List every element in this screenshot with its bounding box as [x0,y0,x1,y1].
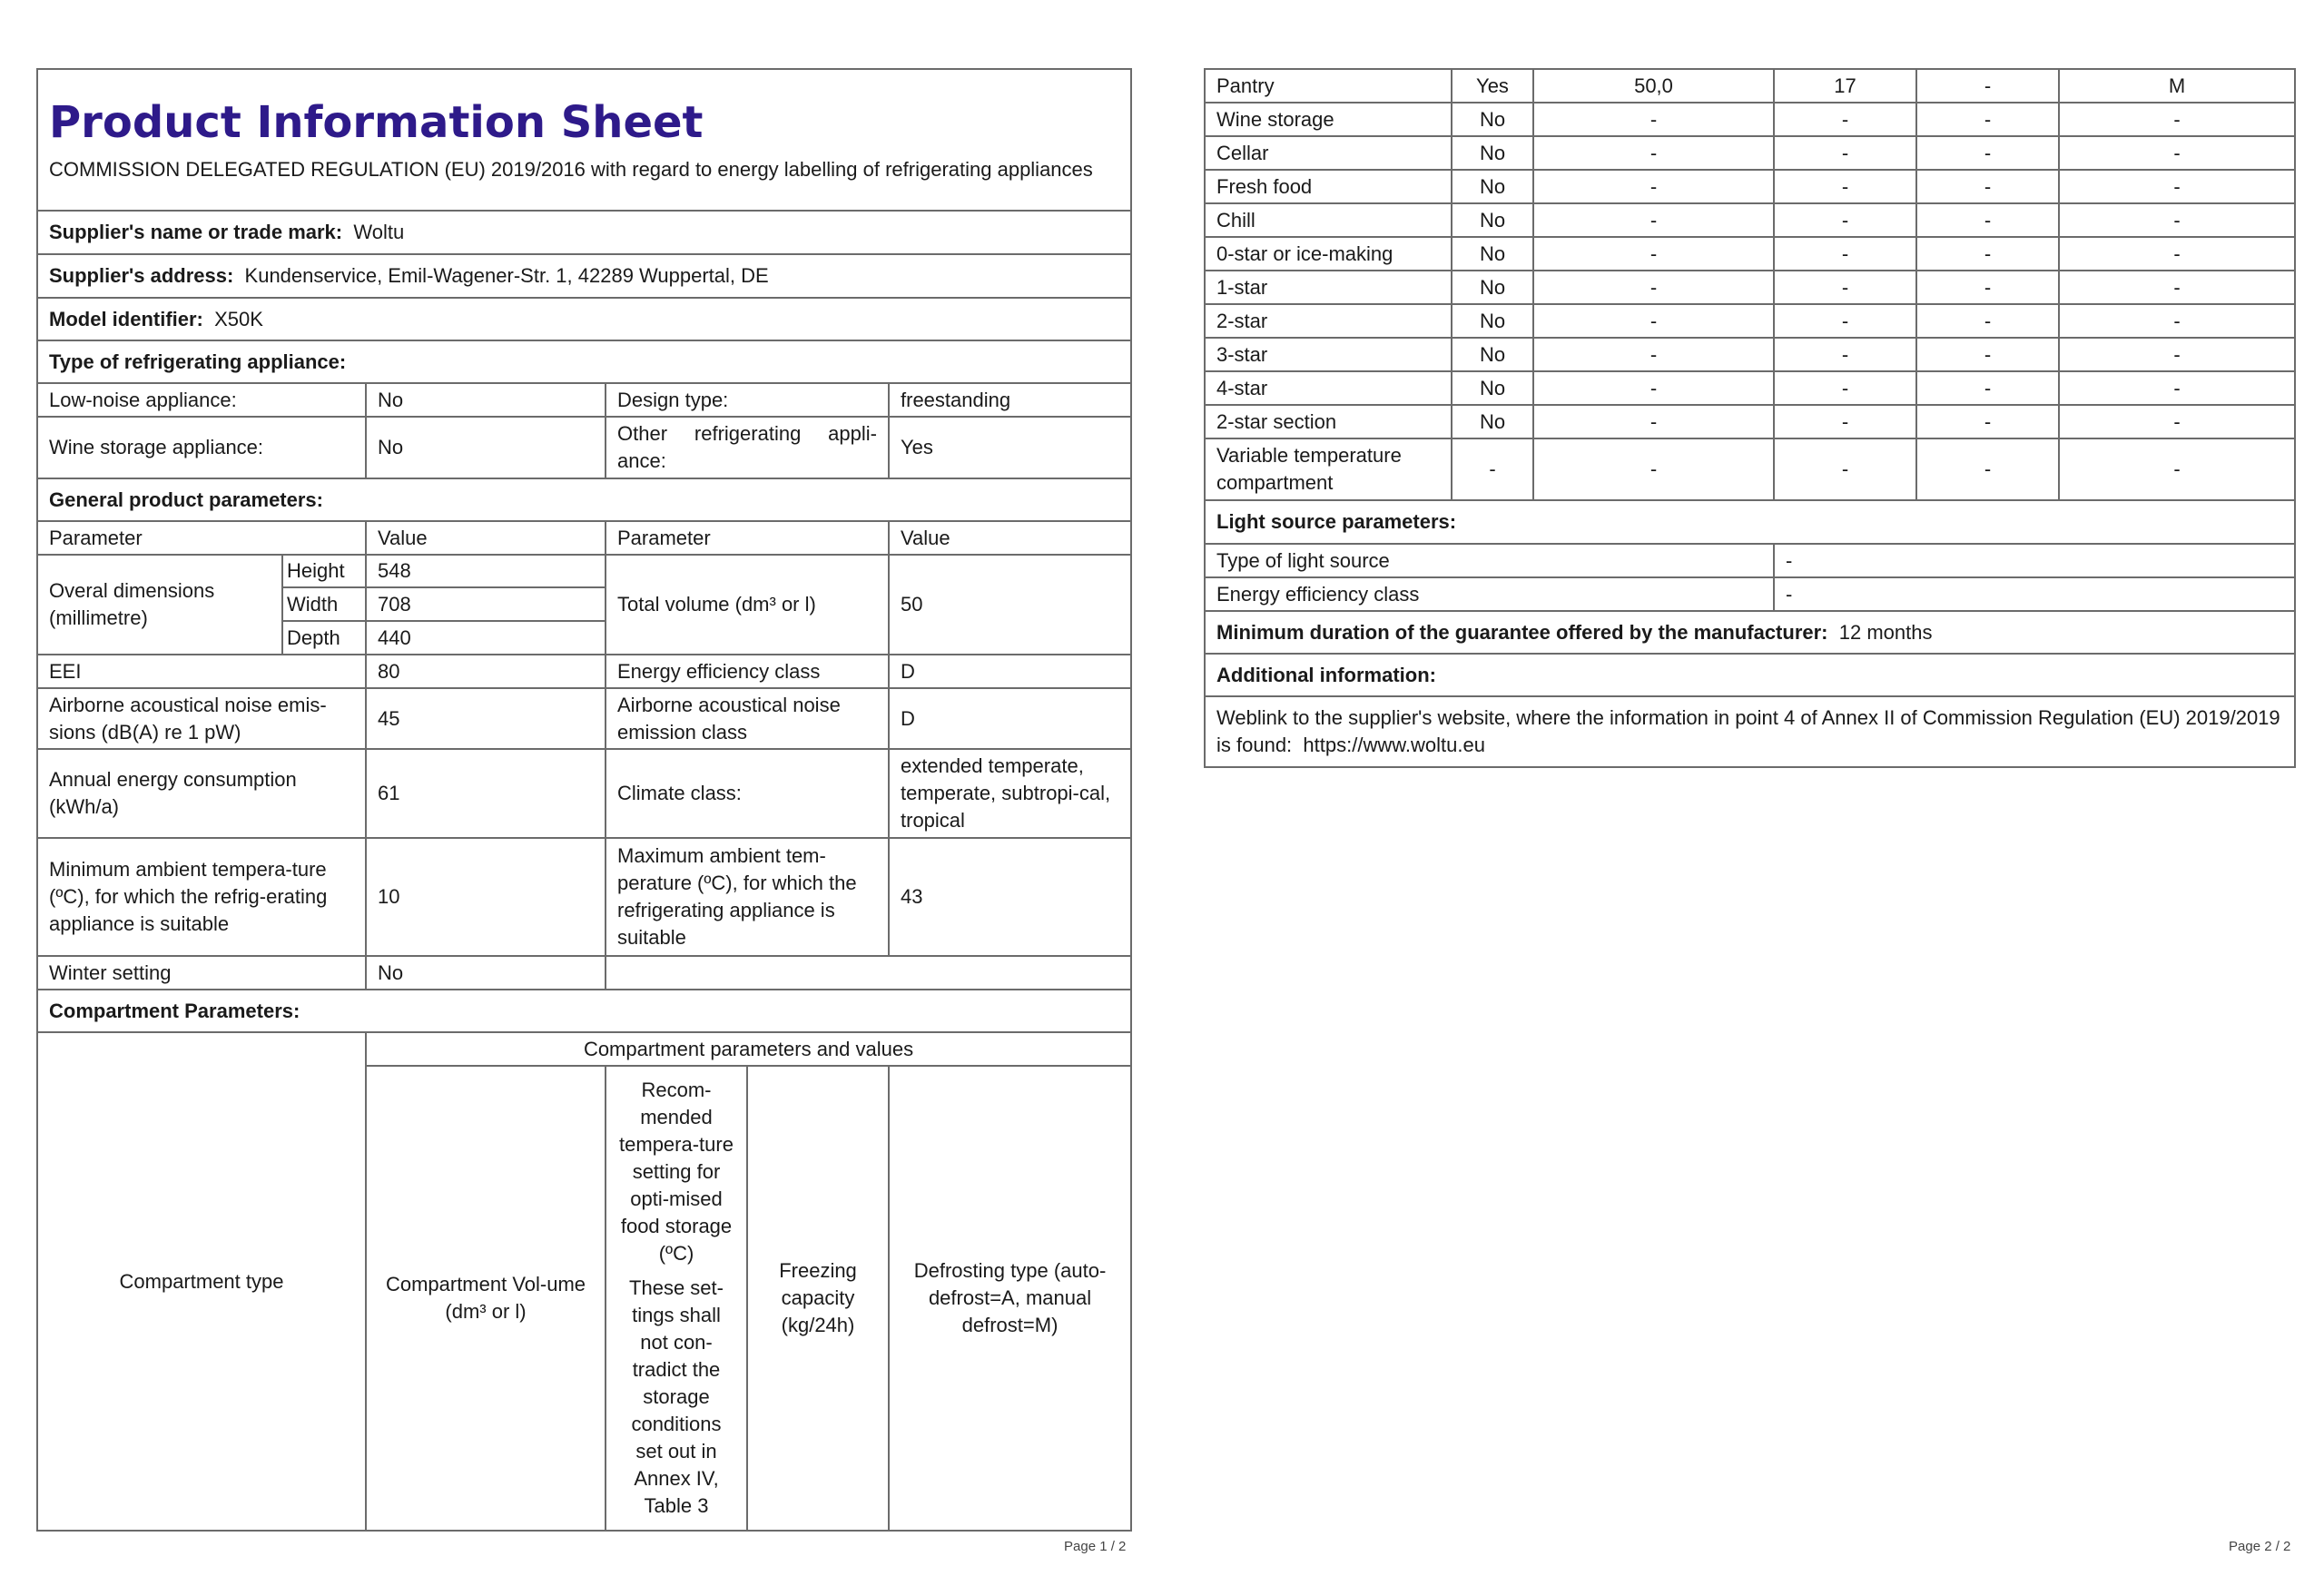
compartment-row [1205,136,2295,170]
compartment-defrost: - [2059,304,2295,338]
design-type-label: Design type: [606,383,889,417]
compartment-freezing: - [1916,103,2059,136]
compartment-freezing: - [1916,237,2059,271]
other-refrig-label: Other refrigerating appli-ance: [606,417,889,478]
compartment-present: No [1452,136,1533,170]
compartment-row [1205,69,2295,103]
compartment-row [1205,103,2295,136]
compartment-temp: - [1774,271,1916,304]
compartment-volume: - [1533,237,1774,271]
supplier-name-label: Supplier's name or trade mark: [49,221,343,243]
compartment-values-table [1204,68,2296,768]
compartment-present: - [1452,438,1533,500]
compartment-temp: - [1774,170,1916,203]
compartment-row [1205,237,2295,271]
annual-energy-value: 61 [366,749,606,838]
compartment-freezing: - [1916,405,2059,438]
compartment-row [1205,304,2295,338]
winter-empty [606,956,1131,990]
col-parameter-right: Parameter [606,521,889,555]
compartment-row [1205,203,2295,237]
compartment-freezing: - [1916,170,2059,203]
wine-storage-value: No [366,417,606,478]
compartment-row [1205,405,2295,438]
compartment-defrost: - [2059,170,2295,203]
compartment-defrost: - [2059,103,2295,136]
light-heading: Light source parameters: [1205,500,2295,544]
total-volume-label: Total volume (dm³ or l) [606,555,889,655]
recommended-temp-header [606,1066,747,1531]
recommended-temp-text: Recom-mended tempera-ture setting for opti-mised food storage (ºC) [619,1079,734,1265]
total-volume-value: 50 [889,555,1131,655]
weblink-text: Weblink to the supplier's website, where the information in point 4 of Annex II of Commission Regulation (EU) 2019/2019 is found: [1216,706,2280,756]
compartment-temp: - [1774,103,1916,136]
page-2 [1162,0,2324,1586]
compartment-row [1205,170,2295,203]
compartment-freezing: - [1916,338,2059,371]
compartment-name: 2-star [1205,304,1452,338]
supplier-address-value: Kundenservice, Emil-Wagener-Str. 1, 42289 Wuppertal, DE [244,264,769,287]
compartment-name: Wine storage [1205,103,1452,136]
supplier-name-value: Woltu [353,221,405,243]
col-value-left: Value [366,521,606,555]
light-class-label: Energy efficiency class [1205,577,1774,611]
light-type-value: - [1774,544,2295,577]
energy-class-value: D [889,655,1131,688]
model-value: X50K [214,307,263,330]
type-heading: Type of refrigerating appliance: [37,340,1131,383]
compartment-heading: Compartment Parameters: [37,990,1131,1032]
dimensions-label: Overal dimensions (millimetre) [37,555,282,655]
annual-energy-label: Annual energy consumption (kWh/a) [37,749,366,838]
compartment-temp: - [1774,304,1916,338]
depth-label: Depth [282,621,366,655]
compartment-name: 2-star section [1205,405,1452,438]
design-type-value: freestanding [889,383,1131,417]
energy-class-label: Energy efficiency class [606,655,889,688]
compartment-name: Fresh food [1205,170,1452,203]
compartment-name: 1-star [1205,271,1452,304]
product-info-table [36,68,1132,1532]
compartment-temp: - [1774,338,1916,371]
width-value: 708 [366,587,606,621]
compartment-present: No [1452,237,1533,271]
compartment-volume: 50,0 [1533,69,1774,103]
low-noise-label: Low-noise appliance: [37,383,366,417]
compartment-name: 4-star [1205,371,1452,405]
other-refrig-value: Yes [889,417,1131,478]
compartment-present: No [1452,338,1533,371]
max-ambient-value: 43 [889,838,1131,956]
general-heading: General product parameters: [37,478,1131,521]
weblink-url[interactable]: https://www.woltu.eu [1303,734,1485,756]
compartment-volume: - [1533,338,1774,371]
supplier-address-row [37,254,1131,298]
compartment-defrost: - [2059,237,2295,271]
climate-value: extended temperate, temperate, subtropi-cal, tropical [889,749,1131,838]
supplier-address-label: Supplier's address: [49,264,234,287]
compartment-freezing: - [1916,203,2059,237]
compartment-volume: - [1533,203,1774,237]
compartment-present: No [1452,271,1533,304]
compartment-temp: - [1774,371,1916,405]
model-label: Model identifier: [49,307,203,330]
compartment-rows [1205,69,2295,500]
compartment-present: No [1452,170,1533,203]
noise-class-label: Airborne acoustical noise emission class [606,688,889,749]
compartment-temp: - [1774,136,1916,170]
compartment-freezing: - [1916,69,2059,103]
page-title: Product Information Sheet [49,97,704,148]
min-ambient-value: 10 [366,838,606,956]
page-number-2: Page 2 / 2 [2229,1539,2291,1554]
compartment-volume: - [1533,304,1774,338]
height-label: Height [282,555,366,587]
light-type-label: Type of light source [1205,544,1774,577]
compartment-freezing: - [1916,371,2059,405]
compartment-volume: - [1533,136,1774,170]
compartment-name: 0-star or ice-making [1205,237,1452,271]
low-noise-value: No [366,383,606,417]
compartment-present: No [1452,304,1533,338]
compartment-volume: - [1533,371,1774,405]
height-value: 548 [366,555,606,587]
guarantee-row [1205,611,2295,654]
compartment-freezing: - [1916,304,2059,338]
max-ambient-label: Maximum ambient tem-perature (ºC), for which the refrigerating appliance is suitable [606,838,889,956]
winter-value: No [366,956,606,990]
compartment-defrost: - [2059,438,2295,500]
noise-label: Airborne acoustical noise emis-sions (dB(A) re 1 pW) [37,688,366,749]
title-cell [37,69,1131,211]
compartment-row [1205,371,2295,405]
eei-value: 80 [366,655,606,688]
compartment-name: Pantry [1205,69,1452,103]
guarantee-label: Minimum duration of the guarantee offered by the manufacturer: [1216,620,1828,644]
model-row [37,298,1131,340]
comp-params-values-header: Compartment parameters and values [366,1032,1131,1066]
additional-heading: Additional information: [1205,654,2295,696]
compartment-temp: 17 [1774,69,1916,103]
compartment-volume: - [1533,103,1774,136]
col-value-right: Value [889,521,1131,555]
compartment-defrost: - [2059,338,2295,371]
col-parameter-left: Parameter [37,521,366,555]
compartment-volume: - [1533,438,1774,500]
freezing-capacity-header: Freezing capacity (kg/24h) [747,1066,889,1531]
compartment-temp: - [1774,203,1916,237]
supplier-name-row [37,211,1131,254]
compartment-volume: - [1533,271,1774,304]
compartment-volume: - [1533,170,1774,203]
comp-volume-header: Compartment Vol-ume (dm³ or l) [366,1066,606,1531]
compartment-freezing: - [1916,136,2059,170]
depth-value: 440 [366,621,606,655]
compartment-defrost: - [2059,203,2295,237]
compartment-present: Yes [1452,69,1533,103]
compartment-present: No [1452,203,1533,237]
compartment-name: 3-star [1205,338,1452,371]
compartment-name: Chill [1205,203,1452,237]
compartment-row [1205,438,2295,500]
compartment-defrost: M [2059,69,2295,103]
climate-label: Climate class: [606,749,889,838]
compartment-row [1205,338,2295,371]
min-ambient-label: Minimum ambient tempera-ture (ºC), for which the refrig-erating appliance is suitable [37,838,366,956]
page-number-1: Page 1 / 2 [1064,1539,1127,1554]
width-label: Width [282,587,366,621]
compartment-present: No [1452,405,1533,438]
regulation-text: COMMISSION DELEGATED REGULATION (EU) 2019/2016 with regard to energy labelling of refrigerating appliances [49,158,1093,181]
compartment-temp: - [1774,438,1916,500]
compartment-present: No [1452,371,1533,405]
compartment-freezing: - [1916,271,2059,304]
compartment-name: Variable temperature compartment [1205,438,1452,500]
weblink-row [1205,696,2295,767]
eei-label: EEI [37,655,366,688]
compartment-present: No [1452,103,1533,136]
noise-value: 45 [366,688,606,749]
compartment-temp: - [1774,237,1916,271]
compartment-temp: - [1774,405,1916,438]
compartment-name: Cellar [1205,136,1452,170]
compartment-defrost: - [2059,405,2295,438]
compartment-freezing: - [1916,438,2059,500]
compartment-row [1205,271,2295,304]
compartment-volume: - [1533,405,1774,438]
guarantee-value: 12 months [1838,620,1933,644]
compartment-defrost: - [2059,271,2295,304]
compartment-defrost: - [2059,371,2295,405]
defrost-type-header: Defrosting type (auto-defrost=A, manual defrost=M) [889,1066,1131,1531]
compartment-defrost: - [2059,136,2295,170]
winter-label: Winter setting [37,956,366,990]
comp-type-header: Compartment type [37,1032,366,1531]
noise-class-value: D [889,688,1131,749]
wine-storage-label: Wine storage appliance: [37,417,366,478]
light-class-value: - [1774,577,2295,611]
settings-note-text: These set-tings shall not con-tradict the storage conditions set out in Annex IV, Table 3 [629,1276,724,1517]
